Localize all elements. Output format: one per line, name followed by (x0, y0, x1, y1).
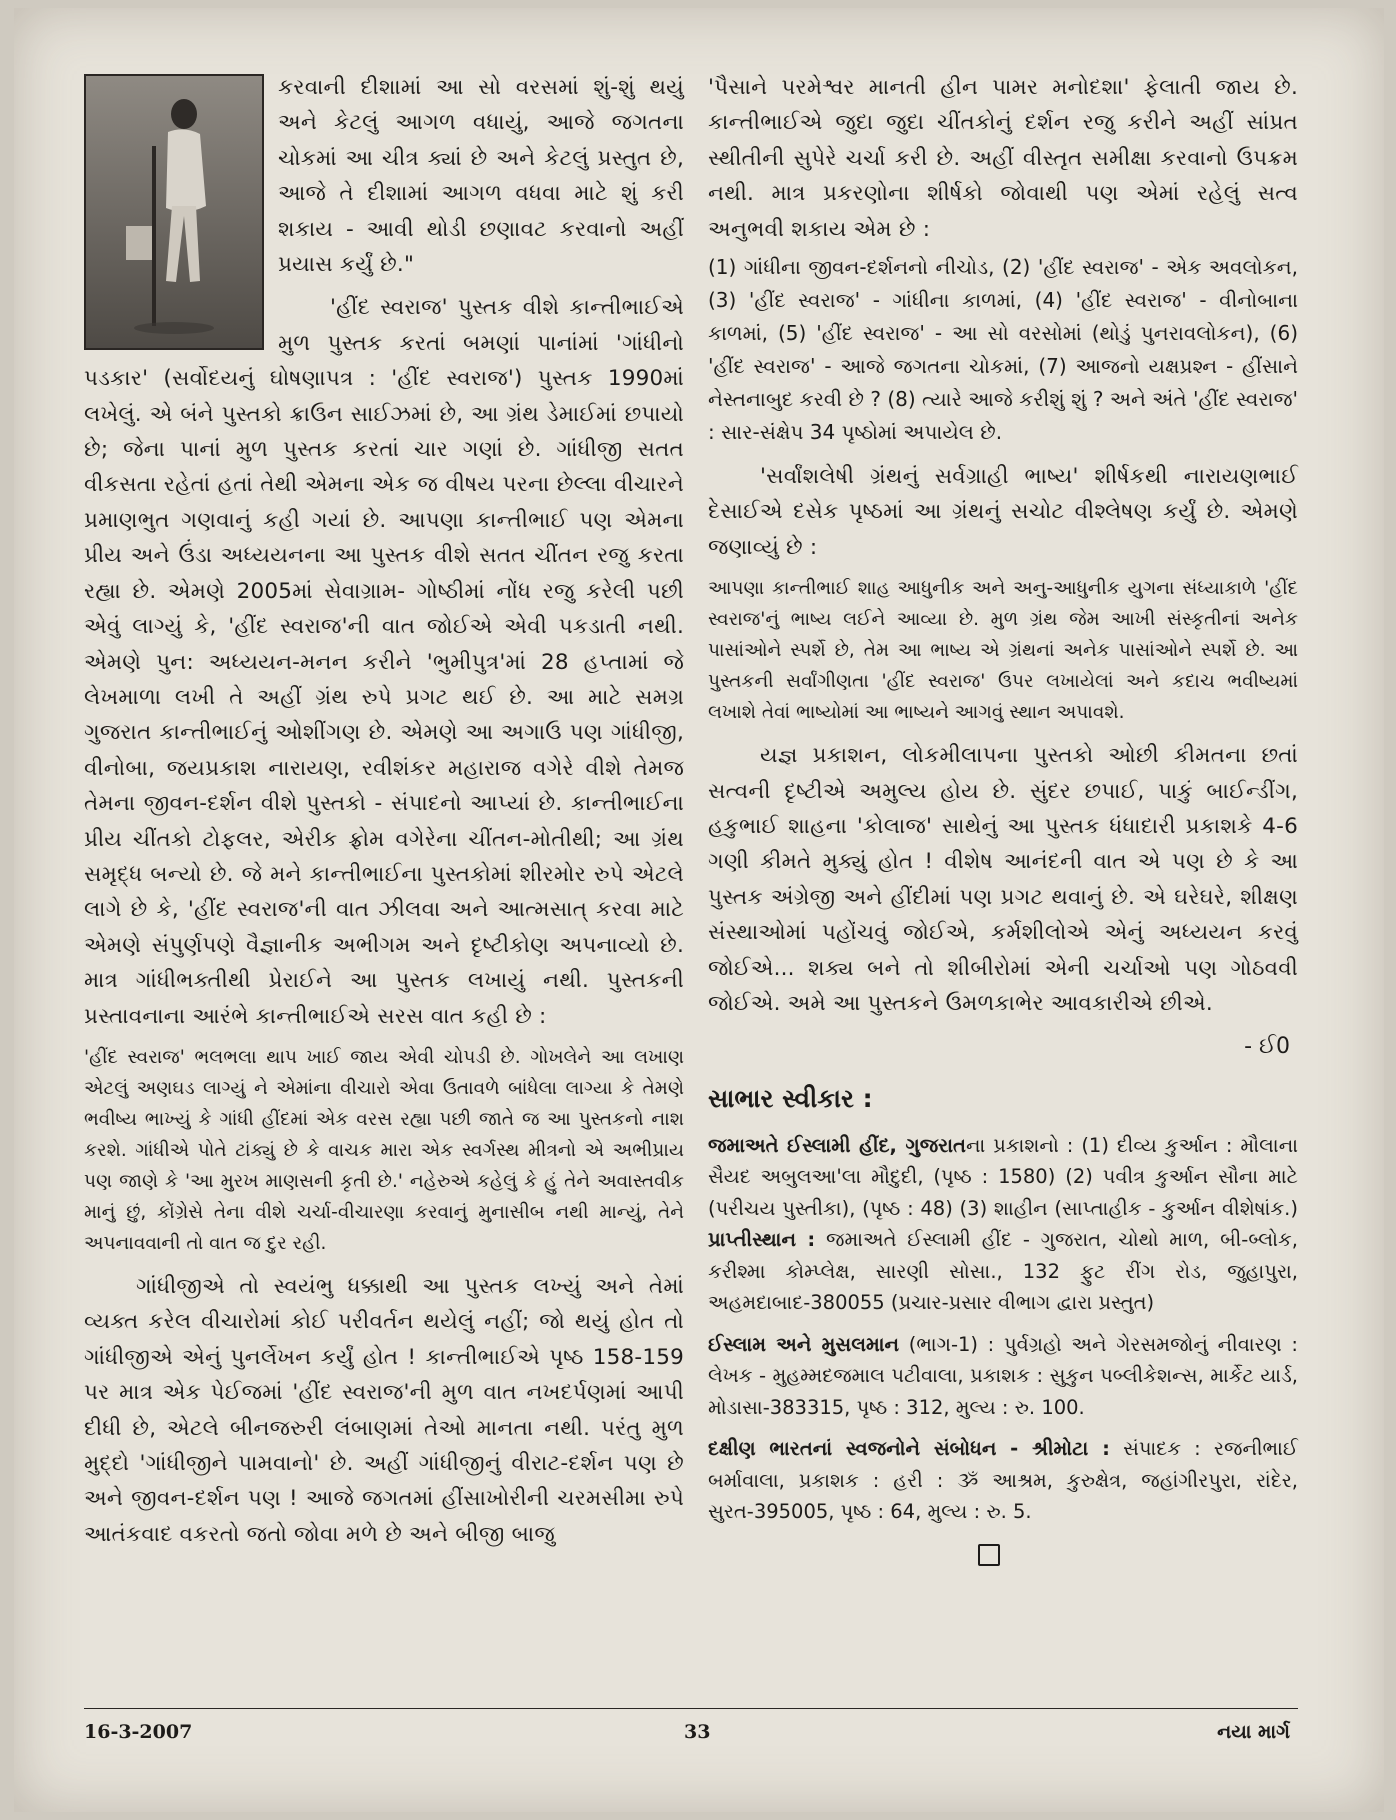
paragraph-hind-swaraj-book: 'હીંદ સ્વરાજ' પુસ્તક વીશે કાન્તીભાઈએ મુળ પુસ્તક કરતાં બમણાં પાનાંમાં 'ગાંધીનો પડકાર' (સર્વોદયનું ઘોષણાપત્ર : 'હીંદ સ્વરાજ') પુસ્તક 1990માં લખેલું. એ બંને પુસ્તકો ક્રાઉન સાઈઝમાં છે, આ ગ્રંથ ડેમાઈમાં છપાયો છે; જેના પાનાં મુળ પુસ્તક કરતાં ચાર ગણાં છે. ગાંધીજી સતત વીકસતા રહેતાં હતાં તેથી એમના એક જ વીષય પરના છેલ્લા વીચારને પ્રમાણભુત ગણવાનું કહી ગયાં છે. આપણા કાન્તીભાઈ પણ એમના પ્રીય અને ઉંડા અધ્યયનના આ પુસ્તક વીશે સતત ચીંતન રજુ કરતા રહ્યા છે. એમણે 2005માં સેવાગ્રામ- ગોષ્ઠીમાં નોંધ રજુ કરેલી પછી એવું લાગ્યું કે, 'હીંદ સ્વરાજ'ની વાત જોઈએ એવી પકડાતી નથી. એમણે પુન: અધ્યયન-મનન કરીને 'ભુમીપુત્ર'માં 28 હપ્તામાં જે લેખમાળા લખી તે અહીં ગ્રંથ રુપે પ્રગટ થઈ છે. આ માટે સમગ્ર ગુજરાત કાન્તીભાઈનું ઓશીંગણ છે. એમણે આ અગાઉ પણ ગાંધીજી, વીનોબા, જયપ્રકાશ નારાયણ, રવીશંકર મહારાજ વગેરે વીશે તેમજ તેમના જીવન-દર્શન વીશે પુસ્તકો - સંપાદનો આપ્યાં છે. કાન્તીભાઈના પ્રીય ચીંતકો ટોફલર, એરીક ફ્રોમ વગેરેના ચીંતન-મોતીથી; આ ગ્રંથ સમૃદ્ધ બન્યો છે. જે મને કાન્તીભાઈના પુસ્તકોમાં શીરમોર રુપે એટલે લાગે છે કે, 'હીંદ સ્વરાજ'ની વાત ઝીલવા અને આત્મસાત્ કરવા માટે એમણે સંપુર્ણપણે વૈજ્ઞાનીક અભીગમ અને દૃષ્ટીકોણ અપનાવ્યો છે. માત્ર ગાંધીભક્તીથી પ્રેરાઈને આ પુસ્તક લખાયું નથી. પુસ્તકની પ્રસ્તાવનાના આરંભે કાન્તીભાઈએ સરસ વાત કહી છે : (84, 295, 684, 1029)
right-column (708, 70, 1298, 1566)
paragraph-gandhiji: ગાંધીજીએ તો સ્વયંભુ ધક્કાથી આ પુસ્તક લખ્યું અને તેમાં વ્યક્ત કરેલ વીચારોમાં કોઈ પરીવર્તન થયેલું નહીં; જો થયું હોત તો ગાંધીજીએ એનું પુનર્લેખન કર્યું હોત ! કાન્તીભાઈએ પૃષ્ઠ 158-159 પર માત્ર એક પેઈજમાં 'હીંદ સ્વરાજ'ની મુળ વાત નખદર્પણમાં આપી દીધી છે, એટલે બીનજરુરી લંબાણમાં તેઓ માનતા નથી. પરંતુ મુળ મુદ્દો 'ગાંધીજીને પામવાનો' છે. અહીં ગાંધીજીનું વીરાટ-દર્શન પણ છે અને જીવન-દર્શન પણ ! આજે જગતમાં હીંસાખોરીની ચરમસીમા રુપે આતંકવાદ વકરતો જતો જોવા મળે છે અને બીજી બાજુ (84, 1273, 684, 1547)
footer-magazine-name: નયા માર્ગ (1217, 1721, 1290, 1743)
footer-page-number: 33 (684, 1721, 711, 1743)
paragraph-publisher: યજ્ઞ પ્રકાશન, લોકમીલાપના પુસ્તકો ઓછી કીમતના છતાં સત્વની દૃષ્ટીએ અમુલ્ય હોય છે. સુંદર છપાઈ, પાકું બાઈન્ડીંગ, હકુભાઈ શાહના 'કોલાજ' સાથેનું આ પુસ્તક ધંધાદારી પ્રકાશકે 4-6 ગણી કીમતે મુક્યું હોત ! વીશેષ આનંદની વાત એ પણ છે કે આ પુસ્તક અંગ્રેજી અને હીંદીમાં પણ પ્રગટ થવાનું છે. એ ઘરેઘરે, શીક્ષણ સંસ્થાઓમાં પહોંચવું જોઈએ, કર્મશીલોએ એનું અધ્યયન કરવું જોઈએ... શક્ય બને તો શીબીરોમાં એની ચર્ચાઓ પણ ગોઠવવી જોઈએ. અમે આ પુસ્તકને ઉમળકાભેર આવકારીએ છીએ. (708, 743, 1298, 1017)
quote-gokhale: 'હીંદ સ્વરાજ' ભલભલા થાપ ખાઈ જાય એવી ચોપડી છે. ગોખલેને આ લખાણ એટલું અણઘડ લાગ્યું ને એમાંના વીચારો એવા ઉતાવળે બાંધેલા લાગ્યા કે તેમણે ભવીષ્ય ભાખ્યું કે ગાંધી હીંદમાં એક વરસ રહ્યા પછી જાતે જ આ પુસ્તકનો નાશ કરશે. ગાંધીએ પોતે ટાંક્યું છે કે વાચક મારા એક સ્વર્ગસ્થ મીત્રનો એ અભીપ્રાય પણ જાણે કે 'આ મુરખ માણસની કૃતી છે.' નહેરુએ કહેલું કે હું તેને અવાસ્તવીક માનું છું, કોંગ્રેસે તેના વીશે ચર્ચા-વીચારણા કરવાનું મુનાસીબ નથી માન્યું, તેને અપનાવવાની તો વાત જ દુર રહી. (84, 1046, 684, 1254)
page-footer (84, 1708, 1298, 1749)
author-signature: - ઈ0 (1244, 1033, 1290, 1059)
ack-3-title: દક્ષીણ ભારતનાં સ્વજનોને સંબોધન - શ્રીમોટા : (708, 1437, 1110, 1460)
intro-paragraph: કરવાની દીશામાં આ સો વરસમાં શું-શું થયું અને કેટલું આગળ વધાયું, આજે જગતના ચોકમાં આ ચીત્ર ક્યાં છે અને કેટલું પ્રસ્તુત છે, આજે તે દીશામાં આગળ વધવા માટે શું કરી શકાય - આવી થોડી છણાવટ કરવાનો અહીં પ્રયાસ કર્યું છે." (278, 75, 684, 278)
gandhi-photo (84, 74, 264, 350)
section-heading-acknowledgement: સાભાર સ્વીકાર : (708, 1083, 873, 1113)
ack-1-title: જમાઅતે ઈસ્લામી હીંદ, ગુજરાત (708, 1133, 966, 1157)
magazine-page (14, 8, 1384, 1812)
footer-date: 16-3-2007 (84, 1721, 193, 1743)
chapter-list: (1) ગાંધીના જીવન-દર્શનનો નીચોડ, (2) 'હીંદ સ્વરાજ' - એક અવલોકન, (3) 'હીંદ સ્વરાજ' - ગાંધીના કાળમાં, (4) 'હીંદ સ્વરાજ' - વીનોબાના કાળમાં, (5) 'હીંદ સ્વરાજ' - આ સો વરસોમાં (થોડું પુનરાવલોકન), (6) 'હીંદ સ્વરાજ' - આજે જગતના ચોકમાં, (7) આજનો યક્ષપ્રશ્ન - હીંસાને નેસ્તનાબુદ કરવી છે ? (8) ત્યારે આજે કરીશું શું ? અને અંતે 'હીંદ સ્વરાજ' : સાર-સંક્ષેપ 34 પૃષ્ઠોમાં અપાયેલ છે. (708, 255, 1298, 445)
acknowledgement-item-2 (708, 1329, 1298, 1424)
left-column (84, 70, 684, 1552)
ack-3-text: સંપાદક : રજનીભાઈ બર્માવાલા, પ્રકાશક : હરી : ૐ આશ્રમ, કુરુક્ષેત્ર, જહાંગીરપુરા, રાંદેર, સુરત-395005, પૃષ્ઠ : 64, મુલ્ય : રુ. 5. (708, 1437, 1298, 1523)
gandhi-photo-icon (86, 76, 262, 348)
acknowledgement-item-1 (708, 1130, 1298, 1319)
end-mark-icon (978, 1544, 1000, 1566)
ack-1-availability-label: પ્રાપ્તીસ્થાન : (708, 1228, 816, 1251)
paragraph-narayan-desai: 'સર્વાંશલેષી ગ્રંથનું સર્વગ્રાહી ભાષ્ય' શીર્ષકથી નારાયણભાઈ દેસાઈએ દસેક પૃષ્ઠમાં આ ગ્રંથનું સચોટ વીશ્લેષણ કર્યું છે. એમણે જણાવ્યું છે : (708, 464, 1298, 560)
quote-narayan-desai: આપણા કાન્તીભાઈ શાહ આધુનીક અને અનુ-આધુનીક યુગના સંધ્યાકાળે 'હીંદ સ્વરાજ'નું ભાષ્ય લઈને આવ્યા છે. મુળ ગ્રંથ જેમ આખી સંસ્કૃતીનાં અનેક પાસાંઓને સ્પર્શે છે, તેમ આ ભાષ્ય એ ગ્રંથનાં અનેક પાસાંઓને સ્પર્શે છે. આ પુસ્તકની સર્વાંગીણતા 'હીંદ સ્વરાજ' ઉપર લખાયેલાં અને કદાચ ભવીષ્યમાં લખાશે તેવાં ભાષ્યોમાં આ ભાષ્યને આગવું સ્થાન અપાવશે. (708, 578, 1298, 724)
ack-2-text: (ભાગ-1) : પુર્વગ્રહો અને ગેરસમજોનું નીવારણ : લેખક - મુહમ્મદજમાલ પટીવાલા, પ્રકાશક : સુકુન પબ્લીકેશન્સ, માર્કેટ યાર્ડ, મોડાસા-383315, પૃષ્ઠ : 312, મુલ્ય : રુ. 100. (708, 1332, 1298, 1419)
ack-1-address: જમાઅતે ઈસ્લામી હીંદ - ગુજરાત, ચોથો માળ, બી-બ્લોક, કરીશ્મા કોમ્પ્લેક્ષ, સારણી સોસા., 132 ફુટ રીંગ રોડ, જુહાપુરા, અહમદાબાદ-380055 (પ્રચાર-પ્રસાર વીભાગ દ્વારા પ્રસ્તુત) (708, 1228, 1298, 1314)
paragraph-money-mindset: 'પૈસાને પરમેશ્વર માનતી હીન પામર મનોદશા' ફેલાતી જાય છે. કાન્તીભાઈએ જુદા જુદા ચીંતકોનું દર્શન રજુ કરીને અહીં સાંપ્રત સ્થીતીની સુપેરે ચર્ચા કરી છે. અહીં વીસ્તૃત સમીક્ષા કરવાનો ઉપક્રમ નથી. માત્ર પ્રકરણોના શીર્ષકો જોવાથી પણ એમાં રહેલું સત્વ અનુભવી શકાય એમ છે : (708, 75, 1298, 242)
ack-2-title: ઈસ્લામ અને મુસલમાન (708, 1332, 900, 1356)
ack-1-text: ના પ્રકાશનો : (1) દીવ્ય કુર્આન : મૌલાના સૈયદ અબુલઆ'લા મૌદુદી, (પૃષ્ઠ : 1580) (2) પવીત્ર કુર્આન સૌના માટે (પરીચય પુસ્તીકા), (પૃષ્ઠ : 48) (3) શાહીન (સાપ્તાહીક - કુર્આન વીશેષાંક.) (708, 1133, 1298, 1220)
acknowledgement-item-3 (708, 1433, 1298, 1528)
